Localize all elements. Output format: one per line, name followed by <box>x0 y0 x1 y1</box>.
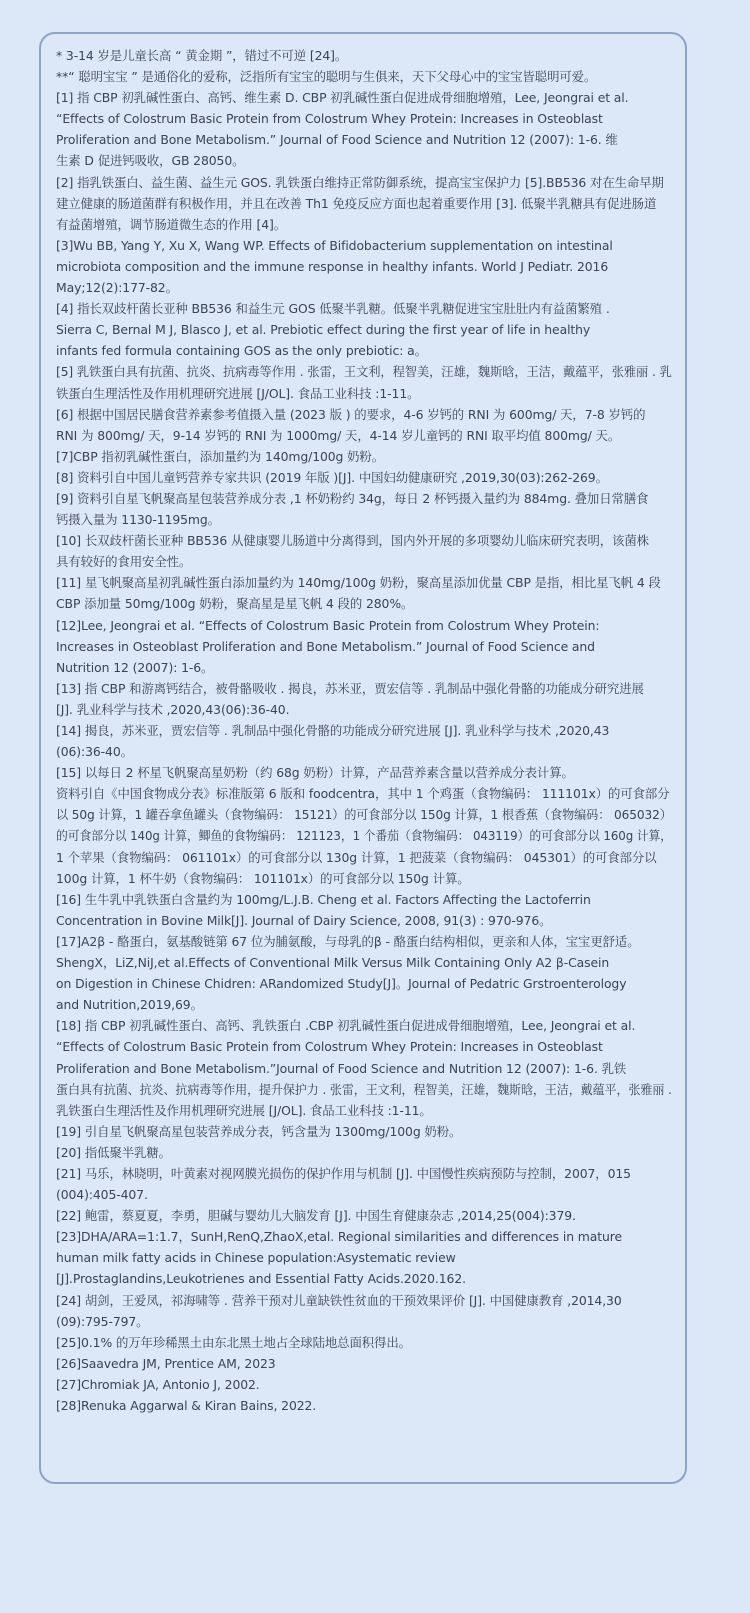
reference-line: 钙摄入量为 1130-1195mg。 <box>56 512 220 528</box>
reference-line: [20] 指低聚半乳糖。 <box>56 1144 171 1160</box>
reference-line: “Effects of Colostrum Basic Protein from Colostrum Whey Protein: Increases in Osteoblast <box>56 111 603 127</box>
reference-line: [21] 马乐，林晓明，叶黄素对视网膜光损伤的保护作用与机制 [J]. 中国慢性疾病预防与控制，2007，015 <box>56 1165 631 1181</box>
reference-line: [6] 根据中国居民膳食营养素参考值摄入量 (2023 版 ) 的要求，4-6 岁钙的 RNI 为 600mg/ 天，7-8 岁钙的 <box>56 406 646 422</box>
reference-line: [23]DHA/ARA=1:1.7，SunH,RenQ,ZhaoX,etal. Regional similarities and differences in mature <box>56 1229 622 1245</box>
reference-line: 100g 计算，1 杯牛奶（食物编码： 101101x）的可食部分以 150g 计算。 <box>56 870 470 886</box>
reference-line: May;12(2):177-82。 <box>56 280 178 296</box>
reference-line: 蛋白具有抗菌、抗炎、抗病毒等作用，提升保护力 . 张雷，王文利，程智美，汪雄，魏斯晗，王洁，戴蕴平，张雅丽 . <box>56 1081 672 1097</box>
reference-line: [8] 资料引自中国儿童钙营养专家共识 (2019 年版 )[J]. 中国妇幼健康研究 ,2019,30(03):262-269。 <box>56 469 608 485</box>
reference-line: [3]Wu BB, Yang Y, Xu X, Wang WP. Effects of Bifidobacterium supplementation on intestinal <box>56 237 613 253</box>
reference-line: [26]Saavedra JM, Prentice AM, 2023 <box>56 1355 276 1371</box>
reference-line: [12]Lee, Jeongrai et al. “Effects of Colostrum Basic Protein from Colostrum Whey Protein: <box>56 617 600 633</box>
reference-line: on Digestion in Chinese Chidren: ARandomized Study[J]。Journal of Pedatric Grstroenterology <box>56 976 627 992</box>
reference-line: 生素 D 促进钙吸收，GB 28050。 <box>56 153 245 169</box>
reference-line: 铁蛋白生理活性及作用机理研究进展 [J/OL]. 食品工业科技 :1-11。 <box>56 385 420 401</box>
references-text <box>56 45 671 1416</box>
reference-line: human milk fatty acids in Chinese population:Asystematic review <box>56 1250 456 1266</box>
reference-line: **“ 聪明宝宝 ” 是通俗化的爱称，泛指所有宝宝的聪明与生俱来，天下父母心中的宝宝皆聪明可爱。 <box>56 69 597 85</box>
reference-line: [28]Renuka Aggarwal & Kiran Bains, 2022. <box>56 1398 317 1413</box>
reference-line: [1] 指 CBP 初乳碱性蛋白、高钙、维生素 D. CBP 初乳碱性蛋白促进成骨细胞增殖，Lee, Jeongrai et al. <box>56 90 629 106</box>
reference-line: Increases in Osteoblast Proliferation and Bone Metabolism.” Journal of Food Science and <box>56 638 595 654</box>
reference-line: [14] 揭良，苏米亚，贾宏信等 . 乳制品中强化骨骼的功能成分研究进展 [J]. 乳业科学与技术 ,2020,43 <box>56 723 610 738</box>
reference-line: [17]A2β - 酪蛋白，氨基酸链第 67 位为脯氨酸，与母乳的β - 酪蛋白结构相似，更亲和人体，宝宝更舒适。 <box>56 933 640 949</box>
reference-line: [27]Chromiak JA, Antonio J, 2002. <box>56 1376 260 1392</box>
reference-line: microbiota composition and the immune response in healthy infants. World J Pediatr. 2016 <box>56 258 609 274</box>
reference-line: Concentration in Bovine Milk[J]. Journal of Dairy Science, 2008, 91(3) : 970-976。 <box>56 912 552 928</box>
reference-line: Proliferation and Bone Metabolism.” Journal of Food Science and Nutrition 12 (2007): 1-6. 维 <box>56 132 618 148</box>
reference-line: (09):795-797。 <box>56 1313 149 1329</box>
reference-line: and Nutrition,2019,69。 <box>56 997 203 1013</box>
reference-line: 具有较好的食用安全性。 <box>56 554 192 570</box>
reference-line: [19] 引自星飞帆聚高星包装营养成分表，钙含量为 1300mg/100g 奶粉。 <box>56 1123 462 1139</box>
reference-line: [16] 生牛乳中乳铁蛋白含量约为 100mg/L.J.B. Cheng et al. Factors Affecting the Lactoferrin <box>56 891 591 907</box>
reference-line: RNI 为 800mg/ 天，9-14 岁钙的 RNI 为 1000mg/ 天，4-14 岁儿童钙的 RNI 取平均值 800mg/ 天。 <box>56 427 621 443</box>
reference-line: [4] 指长双歧杆菌长亚种 BB536 和益生元 GOS 低聚半乳糖。低聚半乳糖促进宝宝肚肚内有益菌繁殖 . <box>56 301 610 317</box>
reference-line: 建立健康的肠道菌群有积极作用，并且在改善 Th1 免疫反应方面也起着重要作用 [3]. 低聚半乳糖具有促进肠道 <box>56 195 657 211</box>
reference-line: “Effects of Colostrum Basic Protein from Colostrum Whey Protein: Increases in Osteoblast <box>56 1039 603 1055</box>
reference-line: [2] 指乳铁蛋白、益生菌、益生元 GOS. 乳铁蛋白维持正常防御系统，提高宝宝保护力 [5].BB536 对在生命早期 <box>56 174 664 190</box>
reference-line: [10] 长双歧杆菌长亚种 BB536 从健康婴儿肠道中分离得到，国内外开展的多项婴幼儿临床研究表明，该菌株 <box>56 533 649 549</box>
reference-line: [25]0.1% 的万年珍稀黑土由东北黑土地占全球陆地总面积得出。 <box>56 1334 411 1350</box>
reference-line: Proliferation and Bone Metabolism.”Journal of Food Science and Nutrition 12 (2007): 1-6. 乳铁 <box>56 1060 627 1076</box>
reference-line: [9] 资料引自星飞帆聚高星包装营养成分表 ,1 杯奶粉约 34g，每日 2 杯钙摄入量约为 884mg. 叠加日常膳食 <box>56 490 649 506</box>
reference-line: Sierra C, Bernal M J, Blasco J, et al. Prebiotic effect during the first year of life in healthy <box>56 322 591 338</box>
reference-line: 以 50g 计算，1 罐吞拿鱼罐头（食物编码： 15121）的可食部分以 150g 计算，1 根香蕉（食物编码： 065032） <box>56 807 672 823</box>
reference-line: 1 个苹果（食物编码： 061101x）的可食部分以 130g 计算，1 把菠菜（食物编码： 045301）的可食部分以 <box>56 849 657 865</box>
reference-line: [5] 乳铁蛋白具有抗菌、抗炎、抗病毒等作用 . 张雷，王文利，程智美，汪雄，魏斯晗，王洁，戴蕴平，张雅丽 . 乳 <box>56 364 672 380</box>
reference-line: (06):36-40。 <box>56 744 133 760</box>
reference-line: (004):405-407. <box>56 1187 148 1203</box>
reference-line: 资料引自《中国食物成分表》标准版第 6 版和 foodcentra，其中 1 个鸡蛋（食物编码： 111101x）的可食部分 <box>56 786 670 802</box>
reference-line: [7]CBP 指初乳碱性蛋白，添加量约为 140mg/100g 奶粉。 <box>56 448 385 464</box>
reference-line: CBP 添加量 50mg/100g 奶粉，聚高星是星飞帆 4 段的 280%。 <box>56 596 414 612</box>
reference-line: * 3-14 岁是儿童长高 “ 黄金期 ”，错过不可逆 [24]。 <box>56 48 348 63</box>
reference-line: [24] 胡剑，王爱凤，祁海啸等 . 营养干预对儿童缺铁性贫血的干预效果评价 [J]. 中国健康教育 ,2014,30 <box>56 1292 622 1308</box>
reference-line: [22] 鲍雷，蔡夏夏，李勇，胆碱与婴幼儿大脑发育 [J]. 中国生育健康杂志 ,2014,25(004):379. <box>56 1208 576 1224</box>
reference-line: 的可食部分以 140g 计算，鲫鱼的食物编码： 121123，1 个番茄（食物编码： 043119）的可食部分以 160g 计算， <box>56 828 673 844</box>
reference-line: infants fed formula containing GOS as the only prebiotic: a。 <box>56 343 427 359</box>
reference-line: [18] 指 CBP 初乳碱性蛋白、高钙、乳铁蛋白 .CBP 初乳碱性蛋白促进成骨细胞增殖，Lee, Jeongrai et al. <box>56 1018 636 1034</box>
reference-line: [13] 指 CBP 和游离钙结合，被骨骼吸收 . 揭良，苏米亚，贾宏信等 . 乳制品中强化骨骼的功能成分研究进展 <box>56 680 644 696</box>
reference-line: ShengX，LiZ,NiJ,et al.Effects of Conventional Milk Versus Milk Containing Only A2 β-Casein <box>56 955 610 971</box>
reference-line: [J]. 乳业科学与技术 ,2020,43(06):36-40. <box>56 701 290 717</box>
references-panel <box>39 32 687 1484</box>
reference-line: [J].Prostaglandins,Leukotrienes and Essential Fatty Acids.2020.162. <box>56 1271 466 1287</box>
reference-line: [15] 以每日 2 杯星飞帆聚高星奶粉（约 68g 奶粉）计算，产品营养素含量以营养成分表计算。 <box>56 765 574 781</box>
reference-line: [11] 星飞帆聚高星初乳碱性蛋白添加量约为 140mg/100g 奶粉，聚高星添加优量 CBP 是指，相比星飞帆 4 段 <box>56 575 661 591</box>
reference-line: 乳铁蛋白生理活性及作用机理研究进展 [J/OL]. 食品工业科技 :1-11。 <box>56 1102 432 1118</box>
reference-line: 有益菌增殖，调节肠道微生态的作用 [4]。 <box>56 216 287 232</box>
reference-line: Nutrition 12 (2007): 1-6。 <box>56 659 214 675</box>
